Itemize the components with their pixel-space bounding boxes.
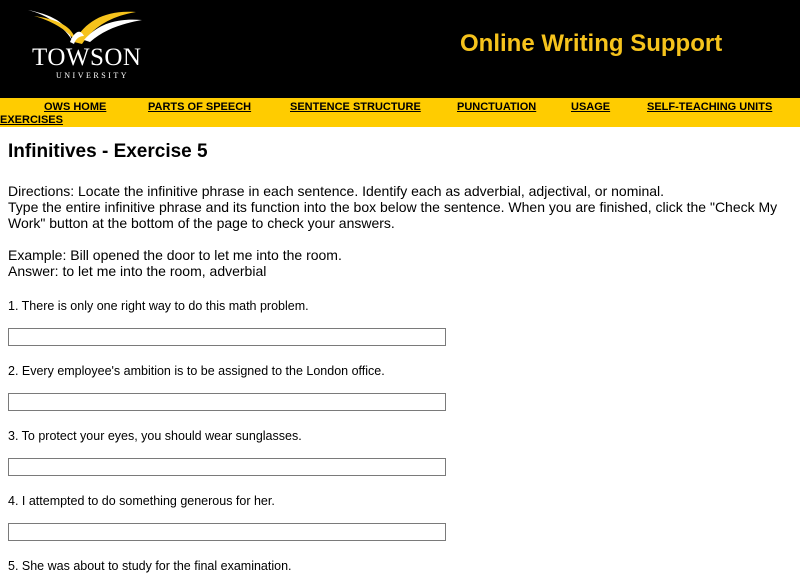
question-4	[8, 494, 792, 541]
question-1	[8, 299, 792, 346]
question-text: 3. To protect your eyes, you should wear sunglasses.	[8, 429, 302, 443]
nav-sentence-structure[interactable]: SENTENCE STRUCTURE	[290, 101, 421, 113]
question-3	[8, 429, 792, 476]
main-nav	[0, 98, 800, 127]
example-answer: Answer: to let me into the room, adverbial	[8, 263, 267, 279]
nav-usage[interactable]: USAGE	[571, 101, 611, 113]
page-title: Infinitives - Exercise 5	[8, 141, 208, 162]
directions-line-2: Type the entire infinitive phrase and its function into the box below the sentence. When you are finished, click the "Check My Work" button at the bottom of the page to check your answers.	[8, 199, 778, 231]
question-text: 4. I attempted to do something generous for her.	[8, 494, 275, 508]
logo-subtitle: UNIVERSITY	[56, 71, 129, 80]
towson-logo[interactable]	[24, 6, 154, 82]
example-block	[8, 247, 792, 279]
answer-input-4[interactable]	[8, 523, 446, 541]
directions	[8, 183, 792, 231]
question-text: 5. She was about to study for the final examination.	[8, 559, 292, 573]
logo-name: TOWSON	[32, 44, 142, 71]
site-title: Online Writing Support	[460, 30, 723, 57]
nav-exercises[interactable]: EXERCISES	[0, 114, 63, 126]
directions-line-1: Directions: Locate the infinitive phrase in each sentence. Identify each as adverbial, adjectival, or nominal.	[8, 183, 665, 199]
nav-self-teaching-units[interactable]: SELF-TEACHING UNITS	[647, 101, 773, 113]
question-5	[8, 559, 792, 588]
answer-input-1[interactable]	[8, 328, 446, 346]
answer-input-2[interactable]	[8, 393, 446, 411]
nav-ows-home[interactable]: OWS HOME	[44, 101, 107, 113]
example-sentence: Example: Bill opened the door to let me into the room.	[8, 247, 342, 263]
nav-parts-of-speech[interactable]: PARTS OF SPEECH	[148, 101, 252, 113]
main-content	[0, 141, 800, 588]
nav-punctuation[interactable]: PUNCTUATION	[457, 101, 537, 113]
site-header	[0, 0, 800, 98]
question-2	[8, 364, 792, 411]
answer-input-3[interactable]	[8, 458, 446, 476]
question-text: 2. Every employee's ambition is to be assigned to the London office.	[8, 364, 385, 378]
flame-icon	[24, 6, 154, 46]
question-text: 1. There is only one right way to do this math problem.	[8, 299, 309, 313]
